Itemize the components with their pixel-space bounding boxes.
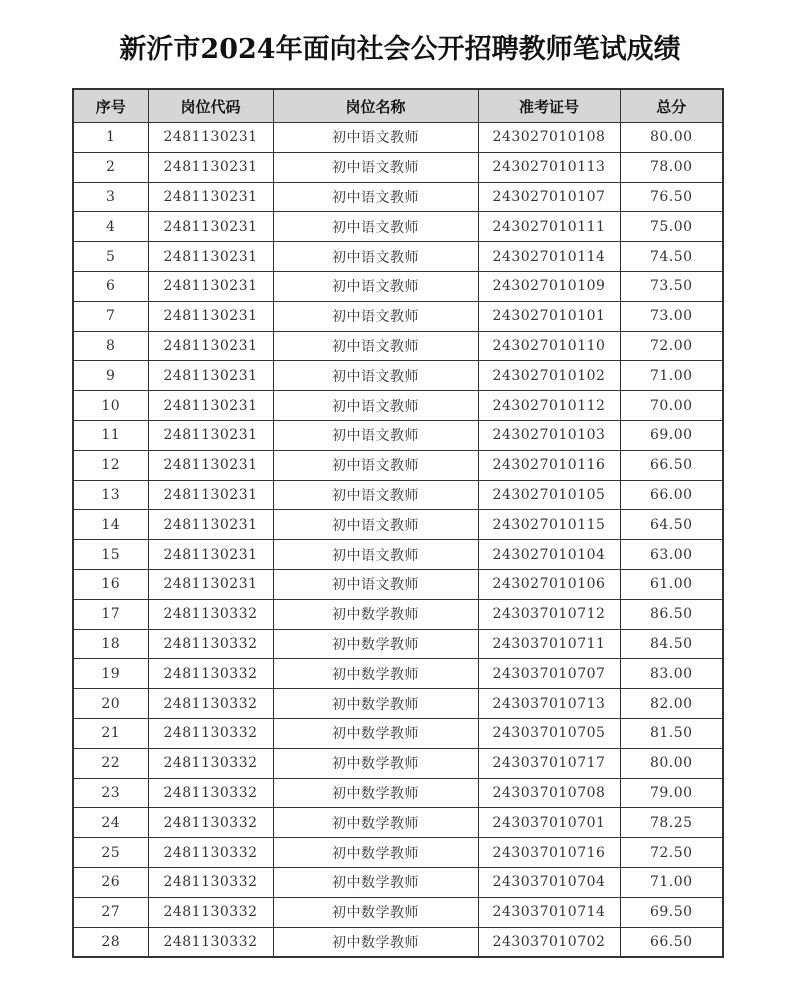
cell-position-code: 2481130231 <box>148 301 273 331</box>
table-row <box>73 450 723 480</box>
cell-ticket-number: 243027010101 <box>478 301 620 331</box>
cell-position-name: 初中语文教师 <box>273 361 478 391</box>
cell-ticket-number: 243027010112 <box>478 391 620 421</box>
cell-total-score: 69.50 <box>620 897 723 927</box>
cell-position-code: 2481130231 <box>148 152 273 182</box>
cell-position-name: 初中数学教师 <box>273 897 478 927</box>
cell-ticket-number: 243027010115 <box>478 510 620 540</box>
cell-total-score: 73.50 <box>620 271 723 301</box>
cell-ticket-number: 243027010108 <box>478 123 620 153</box>
cell-total-score: 72.00 <box>620 331 723 361</box>
cell-position-code: 2481130332 <box>148 778 273 808</box>
cell-total-score: 80.00 <box>620 748 723 778</box>
cell-serial-number: 21 <box>73 718 148 748</box>
cell-position-name: 初中语文教师 <box>273 391 478 421</box>
cell-total-score: 63.00 <box>620 540 723 570</box>
cell-position-code: 2481130231 <box>148 510 273 540</box>
cell-serial-number: 24 <box>73 808 148 838</box>
cell-ticket-number: 243027010111 <box>478 212 620 242</box>
table-row <box>73 599 723 629</box>
cell-position-name: 初中数学教师 <box>273 599 478 629</box>
cell-position-code: 2481130332 <box>148 718 273 748</box>
table-row <box>73 778 723 808</box>
header-serial-number: 序号 <box>73 89 148 123</box>
header-ticket-number: 准考证号 <box>478 89 620 123</box>
cell-total-score: 76.50 <box>620 182 723 212</box>
table-row <box>73 301 723 331</box>
cell-position-code: 2481130332 <box>148 897 273 927</box>
cell-position-name: 初中语文教师 <box>273 569 478 599</box>
table-row <box>73 927 723 957</box>
cell-position-name: 初中数学教师 <box>273 748 478 778</box>
table-row <box>73 838 723 868</box>
cell-position-name: 初中数学教师 <box>273 629 478 659</box>
scores-table <box>72 88 724 958</box>
cell-serial-number: 2 <box>73 152 148 182</box>
table-row <box>73 420 723 450</box>
cell-total-score: 64.50 <box>620 510 723 540</box>
cell-ticket-number: 243027010105 <box>478 480 620 510</box>
table-row <box>73 361 723 391</box>
cell-serial-number: 8 <box>73 331 148 361</box>
header-position-name: 岗位名称 <box>273 89 478 123</box>
cell-ticket-number: 243027010116 <box>478 450 620 480</box>
table-body <box>73 123 723 958</box>
cell-ticket-number: 243027010102 <box>478 361 620 391</box>
table-row <box>73 271 723 301</box>
cell-position-name: 初中语文教师 <box>273 480 478 510</box>
cell-ticket-number: 243027010114 <box>478 242 620 272</box>
cell-ticket-number: 243027010106 <box>478 569 620 599</box>
cell-position-name: 初中语文教师 <box>273 420 478 450</box>
cell-position-code: 2481130332 <box>148 689 273 719</box>
cell-position-code: 2481130231 <box>148 242 273 272</box>
cell-position-name: 初中语文教师 <box>273 331 478 361</box>
cell-position-code: 2481130231 <box>148 450 273 480</box>
cell-serial-number: 18 <box>73 629 148 659</box>
cell-total-score: 72.50 <box>620 838 723 868</box>
cell-ticket-number: 243037010707 <box>478 659 620 689</box>
cell-total-score: 74.50 <box>620 242 723 272</box>
cell-position-code: 2481130231 <box>148 569 273 599</box>
cell-position-name: 初中语文教师 <box>273 301 478 331</box>
cell-serial-number: 9 <box>73 361 148 391</box>
cell-total-score: 70.00 <box>620 391 723 421</box>
cell-serial-number: 23 <box>73 778 148 808</box>
cell-position-name: 初中语文教师 <box>273 212 478 242</box>
cell-position-name: 初中数学教师 <box>273 838 478 868</box>
cell-ticket-number: 243037010701 <box>478 808 620 838</box>
cell-serial-number: 11 <box>73 420 148 450</box>
cell-total-score: 84.50 <box>620 629 723 659</box>
cell-position-code: 2481130231 <box>148 420 273 450</box>
cell-total-score: 69.00 <box>620 420 723 450</box>
cell-total-score: 66.00 <box>620 480 723 510</box>
cell-position-code: 2481130231 <box>148 123 273 153</box>
table-row <box>73 748 723 778</box>
cell-position-code: 2481130231 <box>148 361 273 391</box>
table-row <box>73 510 723 540</box>
table-row <box>73 540 723 570</box>
cell-ticket-number: 243027010104 <box>478 540 620 570</box>
cell-serial-number: 15 <box>73 540 148 570</box>
table-row <box>73 182 723 212</box>
cell-serial-number: 19 <box>73 659 148 689</box>
cell-total-score: 61.00 <box>620 569 723 599</box>
cell-serial-number: 5 <box>73 242 148 272</box>
cell-position-name: 初中语文教师 <box>273 450 478 480</box>
cell-position-name: 初中语文教师 <box>273 271 478 301</box>
table-row <box>73 718 723 748</box>
table-row <box>73 152 723 182</box>
cell-position-name: 初中语文教师 <box>273 152 478 182</box>
cell-position-code: 2481130332 <box>148 748 273 778</box>
cell-position-code: 2481130231 <box>148 391 273 421</box>
cell-total-score: 81.50 <box>620 718 723 748</box>
cell-serial-number: 26 <box>73 867 148 897</box>
cell-serial-number: 25 <box>73 838 148 868</box>
cell-position-name: 初中数学教师 <box>273 927 478 957</box>
cell-position-code: 2481130231 <box>148 212 273 242</box>
cell-position-name: 初中语文教师 <box>273 182 478 212</box>
cell-serial-number: 10 <box>73 391 148 421</box>
cell-ticket-number: 243037010708 <box>478 778 620 808</box>
cell-serial-number: 28 <box>73 927 148 957</box>
cell-serial-number: 12 <box>73 450 148 480</box>
table-row <box>73 808 723 838</box>
cell-total-score: 78.25 <box>620 808 723 838</box>
cell-position-name: 初中数学教师 <box>273 659 478 689</box>
cell-serial-number: 7 <box>73 301 148 331</box>
cell-position-code: 2481130332 <box>148 808 273 838</box>
cell-ticket-number: 243027010113 <box>478 152 620 182</box>
table-row <box>73 391 723 421</box>
cell-total-score: 71.00 <box>620 867 723 897</box>
cell-total-score: 66.50 <box>620 450 723 480</box>
cell-position-name: 初中数学教师 <box>273 718 478 748</box>
cell-position-name: 初中数学教师 <box>273 867 478 897</box>
cell-serial-number: 17 <box>73 599 148 629</box>
cell-ticket-number: 243037010717 <box>478 748 620 778</box>
cell-position-code: 2481130332 <box>148 838 273 868</box>
cell-ticket-number: 243037010714 <box>478 897 620 927</box>
cell-position-name: 初中语文教师 <box>273 123 478 153</box>
cell-position-name: 初中语文教师 <box>273 242 478 272</box>
table-row <box>73 212 723 242</box>
cell-position-code: 2481130332 <box>148 629 273 659</box>
cell-total-score: 83.00 <box>620 659 723 689</box>
cell-position-code: 2481130332 <box>148 599 273 629</box>
table-row <box>73 689 723 719</box>
cell-position-name: 初中语文教师 <box>273 510 478 540</box>
header-position-code: 岗位代码 <box>148 89 273 123</box>
cell-total-score: 71.00 <box>620 361 723 391</box>
cell-position-code: 2481130231 <box>148 331 273 361</box>
cell-ticket-number: 243037010702 <box>478 927 620 957</box>
cell-serial-number: 13 <box>73 480 148 510</box>
cell-total-score: 78.00 <box>620 152 723 182</box>
cell-position-code: 2481130231 <box>148 182 273 212</box>
cell-total-score: 75.00 <box>620 212 723 242</box>
cell-ticket-number: 243027010109 <box>478 271 620 301</box>
cell-serial-number: 14 <box>73 510 148 540</box>
cell-position-name: 初中数学教师 <box>273 689 478 719</box>
cell-position-code: 2481130332 <box>148 659 273 689</box>
cell-serial-number: 4 <box>73 212 148 242</box>
table-row <box>73 331 723 361</box>
cell-total-score: 82.00 <box>620 689 723 719</box>
cell-total-score: 73.00 <box>620 301 723 331</box>
cell-ticket-number: 243037010716 <box>478 838 620 868</box>
table-row <box>73 480 723 510</box>
table-row <box>73 867 723 897</box>
cell-ticket-number: 243037010704 <box>478 867 620 897</box>
table-row <box>73 569 723 599</box>
cell-total-score: 79.00 <box>620 778 723 808</box>
cell-position-code: 2481130231 <box>148 540 273 570</box>
cell-ticket-number: 243037010712 <box>478 599 620 629</box>
cell-total-score: 86.50 <box>620 599 723 629</box>
cell-ticket-number: 243037010711 <box>478 629 620 659</box>
cell-ticket-number: 243037010705 <box>478 718 620 748</box>
table-header-row <box>73 89 723 123</box>
header-total-score: 总分 <box>620 89 723 123</box>
cell-serial-number: 1 <box>73 123 148 153</box>
cell-serial-number: 16 <box>73 569 148 599</box>
document-title: 新沂市2024年面向社会公开招聘教师笔试成绩 <box>119 34 681 65</box>
cell-serial-number: 6 <box>73 271 148 301</box>
cell-serial-number: 27 <box>73 897 148 927</box>
cell-ticket-number: 243027010103 <box>478 420 620 450</box>
cell-position-name: 初中数学教师 <box>273 808 478 838</box>
cell-total-score: 66.50 <box>620 927 723 957</box>
cell-ticket-number: 243037010713 <box>478 689 620 719</box>
cell-position-name: 初中数学教师 <box>273 778 478 808</box>
table-row <box>73 659 723 689</box>
cell-serial-number: 3 <box>73 182 148 212</box>
table-row <box>73 242 723 272</box>
cell-ticket-number: 243027010110 <box>478 331 620 361</box>
cell-ticket-number: 243027010107 <box>478 182 620 212</box>
cell-position-code: 2481130231 <box>148 271 273 301</box>
table-row <box>73 123 723 153</box>
cell-position-name: 初中语文教师 <box>273 540 478 570</box>
table-row <box>73 629 723 659</box>
cell-serial-number: 22 <box>73 748 148 778</box>
table-row <box>73 897 723 927</box>
cell-position-code: 2481130231 <box>148 480 273 510</box>
cell-serial-number: 20 <box>73 689 148 719</box>
cell-position-code: 2481130332 <box>148 927 273 957</box>
cell-total-score: 80.00 <box>620 123 723 153</box>
cell-position-code: 2481130332 <box>148 867 273 897</box>
